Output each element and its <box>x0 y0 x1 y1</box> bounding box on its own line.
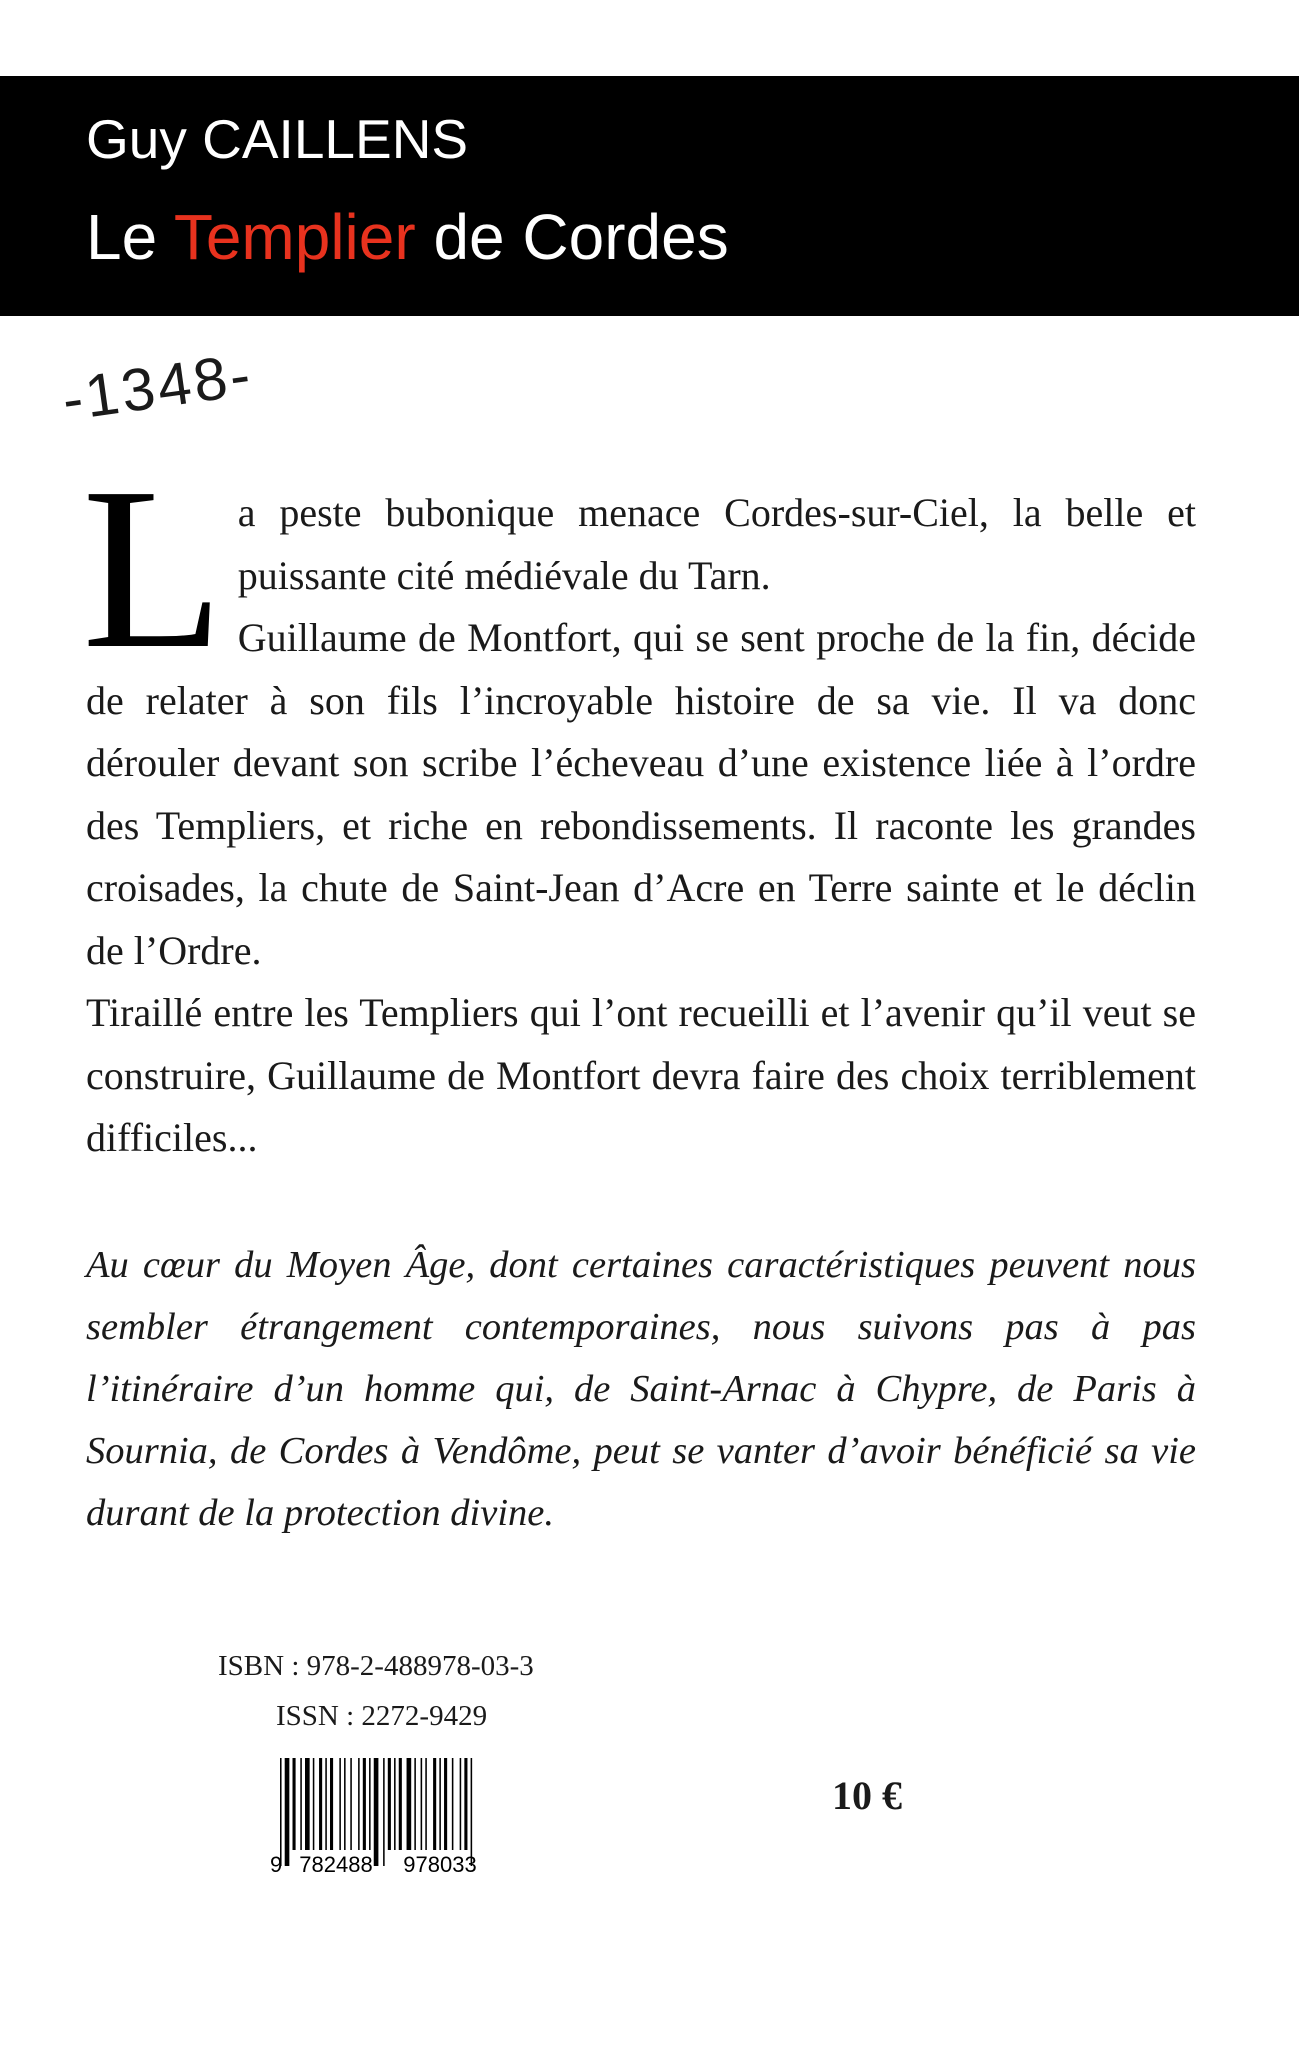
barcode-bar <box>313 1758 315 1850</box>
barcode-bar <box>425 1758 427 1850</box>
blurb-paragraph-2: Guillaume de Montfort, qui se sent proche de la fin, décide de relater à son fils l’incroyable histoire de sa vie. Il va donc dérouler devant son scribe l’écheveau d’une existence liée à l’ordre des Templiers, et riche en rebondissements. Il raconte les grandes croisades, la chute de Saint-Jean d’Acre en Terre sainte et le déclin de l’Ordre. <box>86 615 1196 973</box>
barcode-bar <box>471 1758 473 1866</box>
drop-cap: L <box>82 440 224 697</box>
price: 10 € <box>832 1773 902 1818</box>
title-prefix: Le <box>86 201 174 273</box>
barcode-bar <box>464 1758 467 1850</box>
barcode-right-group: 978033 <box>403 1852 477 1876</box>
barcode-bar <box>339 1758 341 1850</box>
barcode-bar <box>388 1758 391 1850</box>
barcode-bar <box>280 1758 282 1866</box>
barcode-bar <box>414 1758 416 1850</box>
barcode-bar <box>433 1758 436 1850</box>
year-label: -1348- <box>58 340 258 434</box>
barcode-first-digit: 9 <box>270 1852 283 1876</box>
title-accent: Templier <box>173 201 416 273</box>
barcode-bar <box>300 1758 302 1850</box>
barcode-bar <box>305 1758 310 1850</box>
title-suffix: de Cordes <box>415 201 729 273</box>
barcode-bar <box>444 1758 447 1850</box>
blurb <box>82 440 1196 1170</box>
barcode-bar <box>358 1758 360 1850</box>
tagline: Au cœur du Moyen Âge, dont certaines caractéristiques peuvent nous sembler étrangement contemporaines, nous suivons pas à pas l’itinéraire d’un homme qui, de Saint-Arnac à Chypre, de Paris à Sournia, de Cordes à Vendôme, peut se vanter d’avoir bénéficié sa vie durant de la protection divine. <box>86 1244 1196 1534</box>
issn-text: ISSN : 2272-9429 <box>276 1700 488 1732</box>
barcode-bar <box>344 1758 346 1850</box>
barcode-bar <box>330 1758 333 1850</box>
barcode-bar <box>319 1758 322 1850</box>
barcode-bar <box>369 1758 371 1850</box>
author-name: Guy CAILLENS <box>86 108 469 170</box>
barcode <box>262 1758 514 1876</box>
barcode-bar <box>407 1758 412 1850</box>
barcode-bar <box>363 1758 366 1850</box>
barcode-bar <box>350 1758 352 1850</box>
barcode-bar <box>325 1758 327 1850</box>
blurb-p1-text: a peste bubonique menace Cordes-sur-Ciel, la belle et puissante cité médiévale du Tarn. <box>237 490 1196 598</box>
barcode-bar <box>421 1758 423 1850</box>
barcode-bar <box>374 1758 379 1866</box>
barcode-bar <box>293 1758 296 1850</box>
barcode-bar <box>383 1758 385 1866</box>
barcode-bar <box>285 1758 290 1866</box>
barcode-left-group: 782488 <box>299 1852 373 1876</box>
book-title <box>86 201 729 273</box>
barcode-bar <box>460 1758 462 1850</box>
blurb-paragraph-3: Tiraillé entre les Templiers qui l’ont recueilli et l’avenir qu’il veut se construire, Guillaume de Montfort devra faire des choix terriblement difficiles... <box>86 990 1196 1160</box>
isbn-text: ISBN : 978-2-488978-03-3 <box>218 1650 534 1682</box>
barcode-bar <box>452 1758 454 1850</box>
blurb-paragraph-1 <box>82 440 1196 697</box>
barcode-bar <box>394 1758 396 1850</box>
barcode-bars <box>280 1758 472 1866</box>
barcode-bar <box>439 1758 441 1850</box>
barcode-bar <box>399 1758 402 1850</box>
